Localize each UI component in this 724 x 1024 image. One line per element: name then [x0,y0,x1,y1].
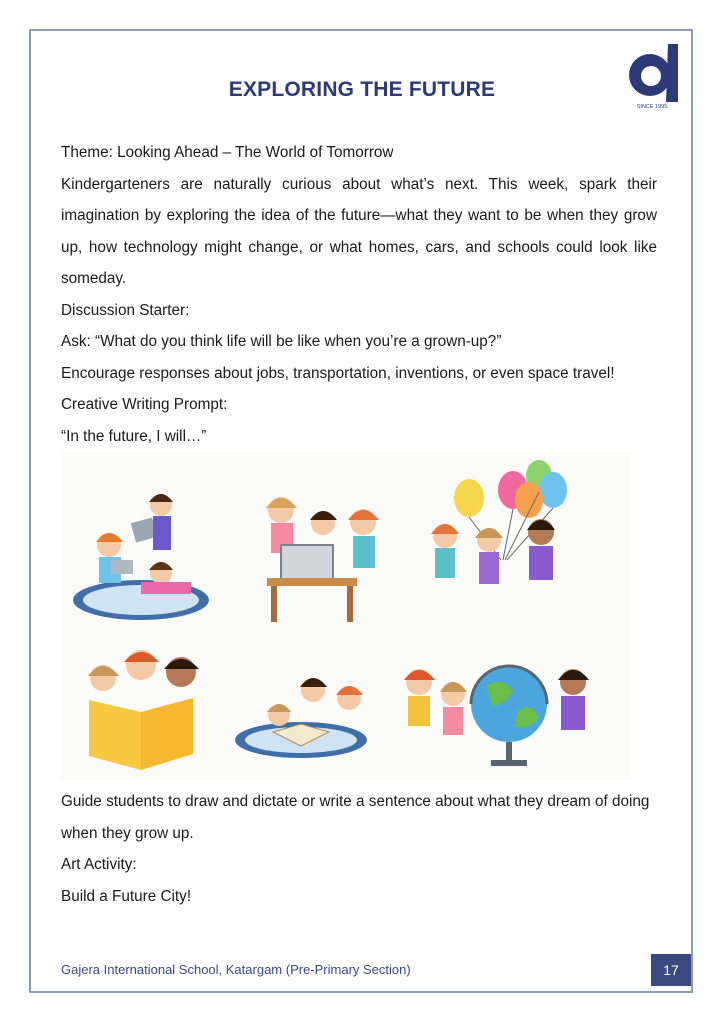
logo-text: SINCE 1995 [636,104,668,110]
discussion-heading: Discussion Starter: [61,301,190,319]
kids-illustration [61,450,631,780]
art-heading: Art Activity: [61,856,137,873]
writing-heading: Creative Writing Prompt: [61,396,228,413]
footer-school-name: Gajera International School, Katargam (Pre-Primary Section) [61,962,411,977]
intro-paragraph: Kindergarteners are naturally curious about what’s next. This week, spark their imagination by exploring the idea of the future—what they want to be when they grow up, how technology might change, or what homes, cars, and schools could look like someday. [61,175,657,287]
encourage-line: Encourage responses about jobs, transportation, inventions, or even space travel! [61,364,615,382]
ask-line: Ask: “What do you think life will be like when you’re a grown-up?” [61,333,502,350]
guide-paragraph: Guide students to draw and dictate or write a sentence about what they dream of doing when they grow up. [61,793,650,842]
kids-computer-illustration [266,497,379,622]
kids-tablet-illustration [73,494,209,620]
kids-balloons-illustration [431,460,567,584]
main-content [61,137,657,452]
page-number: 17 [651,954,691,986]
writing-prompt: “In the future, I will…” [61,427,207,445]
kids-globe-illustration [404,666,589,766]
page-title: EXPLORING THE FUTURE [228,78,496,101]
kids-reading-illustration [88,650,199,770]
school-logo [620,42,684,110]
art-text: Build a Future City! [61,887,192,905]
theme-line: Theme: Looking Ahead – The World of Tomorrow [61,144,394,161]
after-illustration-content [61,786,657,912]
kids-rug-reading-illustration [235,678,367,758]
